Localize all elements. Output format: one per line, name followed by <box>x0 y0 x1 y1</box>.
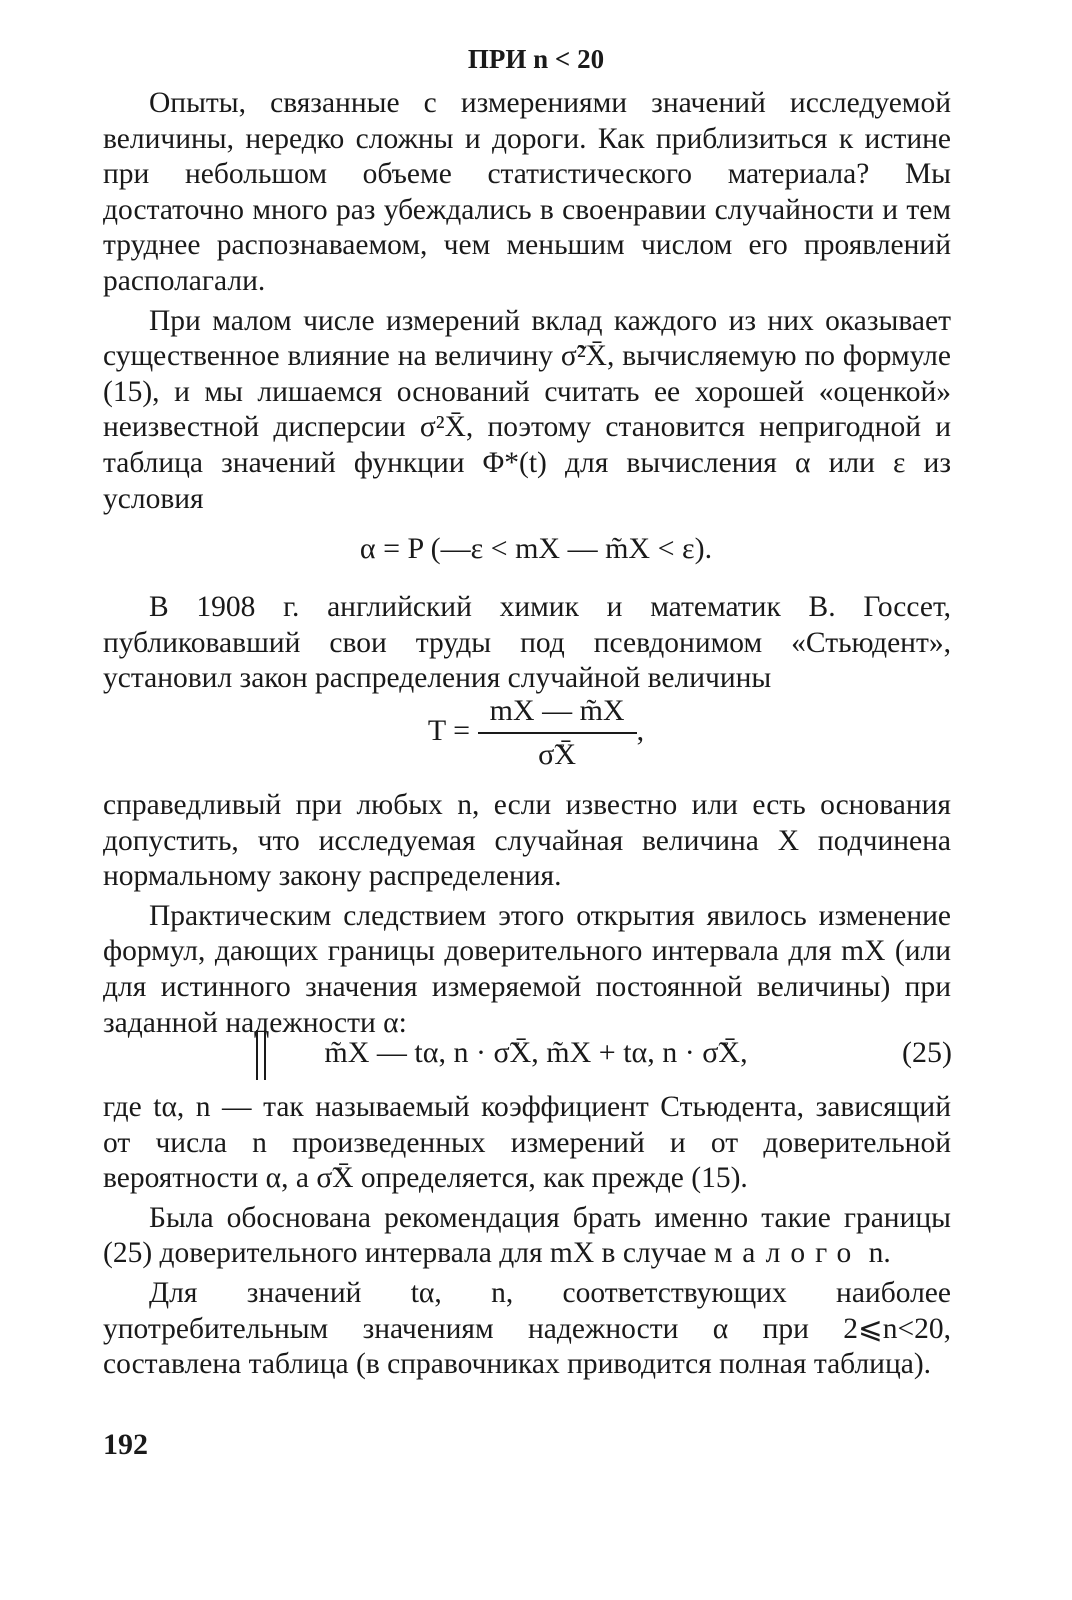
paragraph-intro: Опыты, связанные с измерениями значений исследуемой величины, нередко сложны и дороги. Как приблизиться к истине при небольшом объеме статистического материала? Мы достаточно много раз убеждались в своенравии случайности и тем труднее распознаваемом, чем меньшим числом его проявлений располагали. <box>103 87 951 297</box>
formula-confidence-interval: m̃X — tα, n · σ̃X̄, m̃X + tα, n · σ̃X̄, <box>324 1036 748 1069</box>
section-heading: ПРИ n < 20 <box>467 44 605 74</box>
paragraph-small-sample: При малом числе измерений вклад каждого из них оказывает существенное влияние на величину σ̃²X̄, вычисляемую по формуле (15), и мы лишаемся оснований считать ее хорошей «оценкой» неизвестной дисперсии σ²X̄, поэтому становится непригодной и таблица значений функции Φ*(t) для вычисления α или ε из условия <box>103 304 951 515</box>
recommendation-spaced-word: малого <box>713 1237 862 1270</box>
recommendation-text: Была обоснована рекомендация брать именно такие границы (25) доверительного интервала для mX в случае <box>103 1201 951 1270</box>
text-block-3 <box>103 788 951 1041</box>
formula-student-t <box>0 694 1072 772</box>
t-trailing-comma: , <box>636 713 645 747</box>
t-denominator: σ̃X̄ <box>478 732 637 772</box>
paragraph-normal-law: справедливый при любых n, если известно или есть основания допустить, что исследуемая случайная величина X подчинена нормальному закону распределения. <box>103 789 951 893</box>
paragraph-student-coefficient: где tα, n — так называемый коэффициент Стьюдента, зависящий от числа n произведенных измерений и от доверительной вероятности α, а σ̃X̄ определяется, как прежде (15). <box>103 1091 951 1195</box>
paragraph-gosset: В 1908 г. английский химик и математик В. Госсет, публиковавший свои труды под псевдонимом «Стьюдент», установил закон распределения случайной величины <box>103 591 951 695</box>
recommendation-end: n. <box>868 1237 891 1270</box>
text-block-4 <box>103 1090 951 1383</box>
t-lhs: T = <box>427 713 471 747</box>
formula-alpha-condition: α = P (—ε < mX — m̃X < ε). <box>359 532 713 565</box>
t-fraction <box>478 694 637 772</box>
text-block-1 <box>103 86 951 517</box>
paragraph-consequence: Практическим следствием этого открытия явилось изменение формул, дающих границы доверительного интервала для mX (или для истинного значения измеряемой постоянной величины) при заданной надежности α: <box>103 899 951 1039</box>
page-number: 192 <box>103 1428 148 1461</box>
t-numerator: mX — m̃X <box>489 694 625 727</box>
paragraph-recommendation <box>103 1201 951 1272</box>
paragraph-table-note: Для значений tα, n, соответствующих наиболее употребительным значениям надежности α при 2⩽n<20, составлена таблица (в справочниках приводится полная таблица). <box>103 1276 951 1381</box>
equation-number: (25) <box>902 1036 952 1069</box>
text-block-2 <box>103 590 951 697</box>
